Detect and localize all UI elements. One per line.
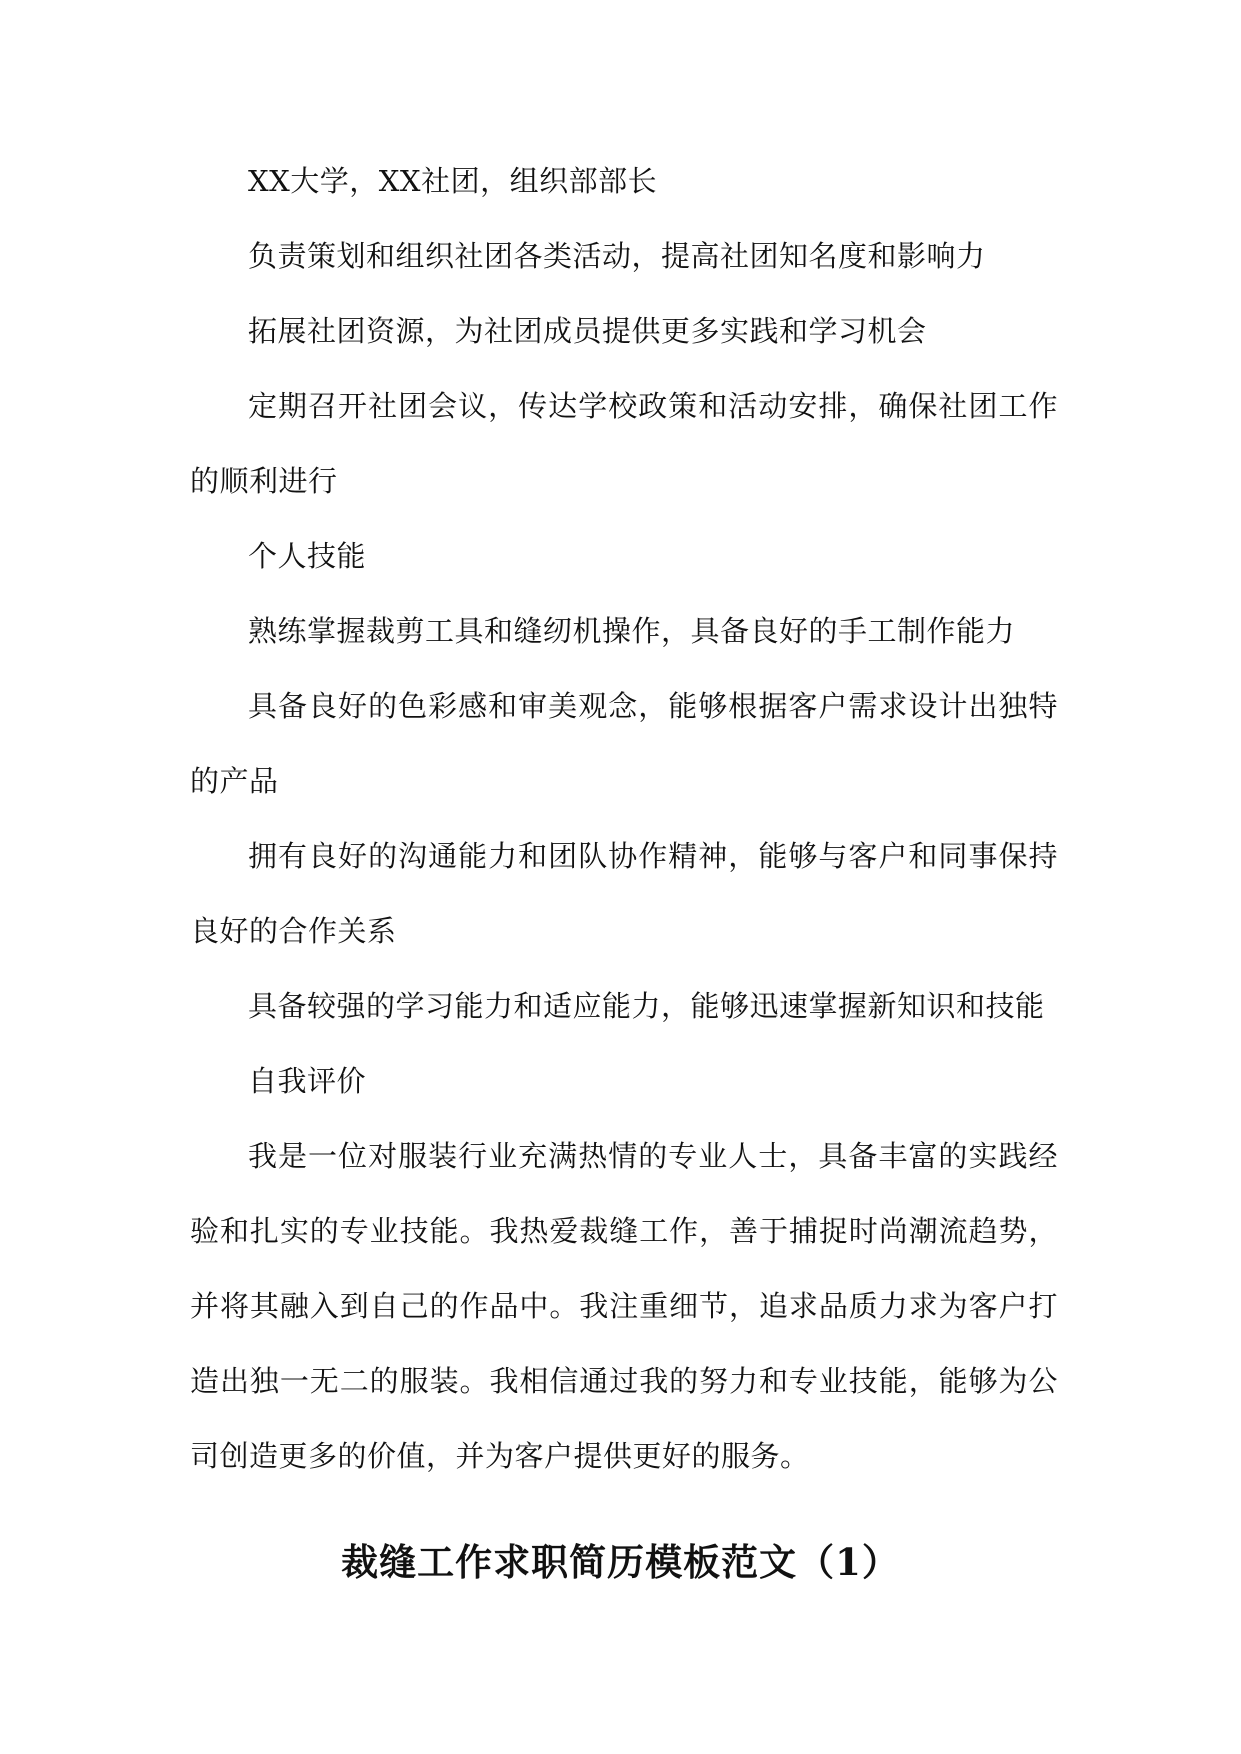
paragraph-duty-planning: 负责策划和组织社团各类活动，提高社团知名度和影响力 (248, 239, 986, 273)
paragraph-club-role: XX大学，XX社团，组织部部长 (248, 164, 658, 198)
paragraph-self-evaluation: 我是一位对服装行业充满热情的专业人士，具备丰富的实践经验和扎实的专业技能。我热爱裁缝工作，善于捕捉时尚潮流趋势，并将其融入到自己的作品中。我注重细节，追求品质力求为客户打造出独一无二的服装。我相信通过我的努力和专业技能，能够为公司创造更多的价值，并为客户提供更好的服务。 (190, 1139, 1058, 1473)
paragraph-skill-tools: 熟练掌握裁剪工具和缝纫机操作，具备良好的手工制作能力 (248, 614, 1016, 648)
paragraph-duty-meetings: 定期召开社团会议，传达学校政策和活动安排，确保社团工作的顺利进行 (190, 389, 1058, 498)
paragraph-duty-resources: 拓展社团资源，为社团成员提供更多实践和学习机会 (248, 314, 927, 348)
section-heading-self-evaluation: 自我评价 (248, 1064, 367, 1098)
paragraph-skill-learning: 具备较强的学习能力和适应能力，能够迅速掌握新知识和技能 (248, 989, 1045, 1023)
document-body (190, 144, 1058, 1494)
document-title: 裁缝工作求职简历模板范文（1） (341, 1540, 900, 1584)
section-heading-skills: 个人技能 (248, 539, 367, 573)
paragraph-skill-communication: 拥有良好的沟通能力和团队协作精神，能够与客户和同事保持良好的合作关系 (190, 839, 1058, 948)
paragraph-skill-aesthetics: 具备良好的色彩感和审美观念，能够根据客户需求设计出独特的产品 (190, 689, 1058, 798)
